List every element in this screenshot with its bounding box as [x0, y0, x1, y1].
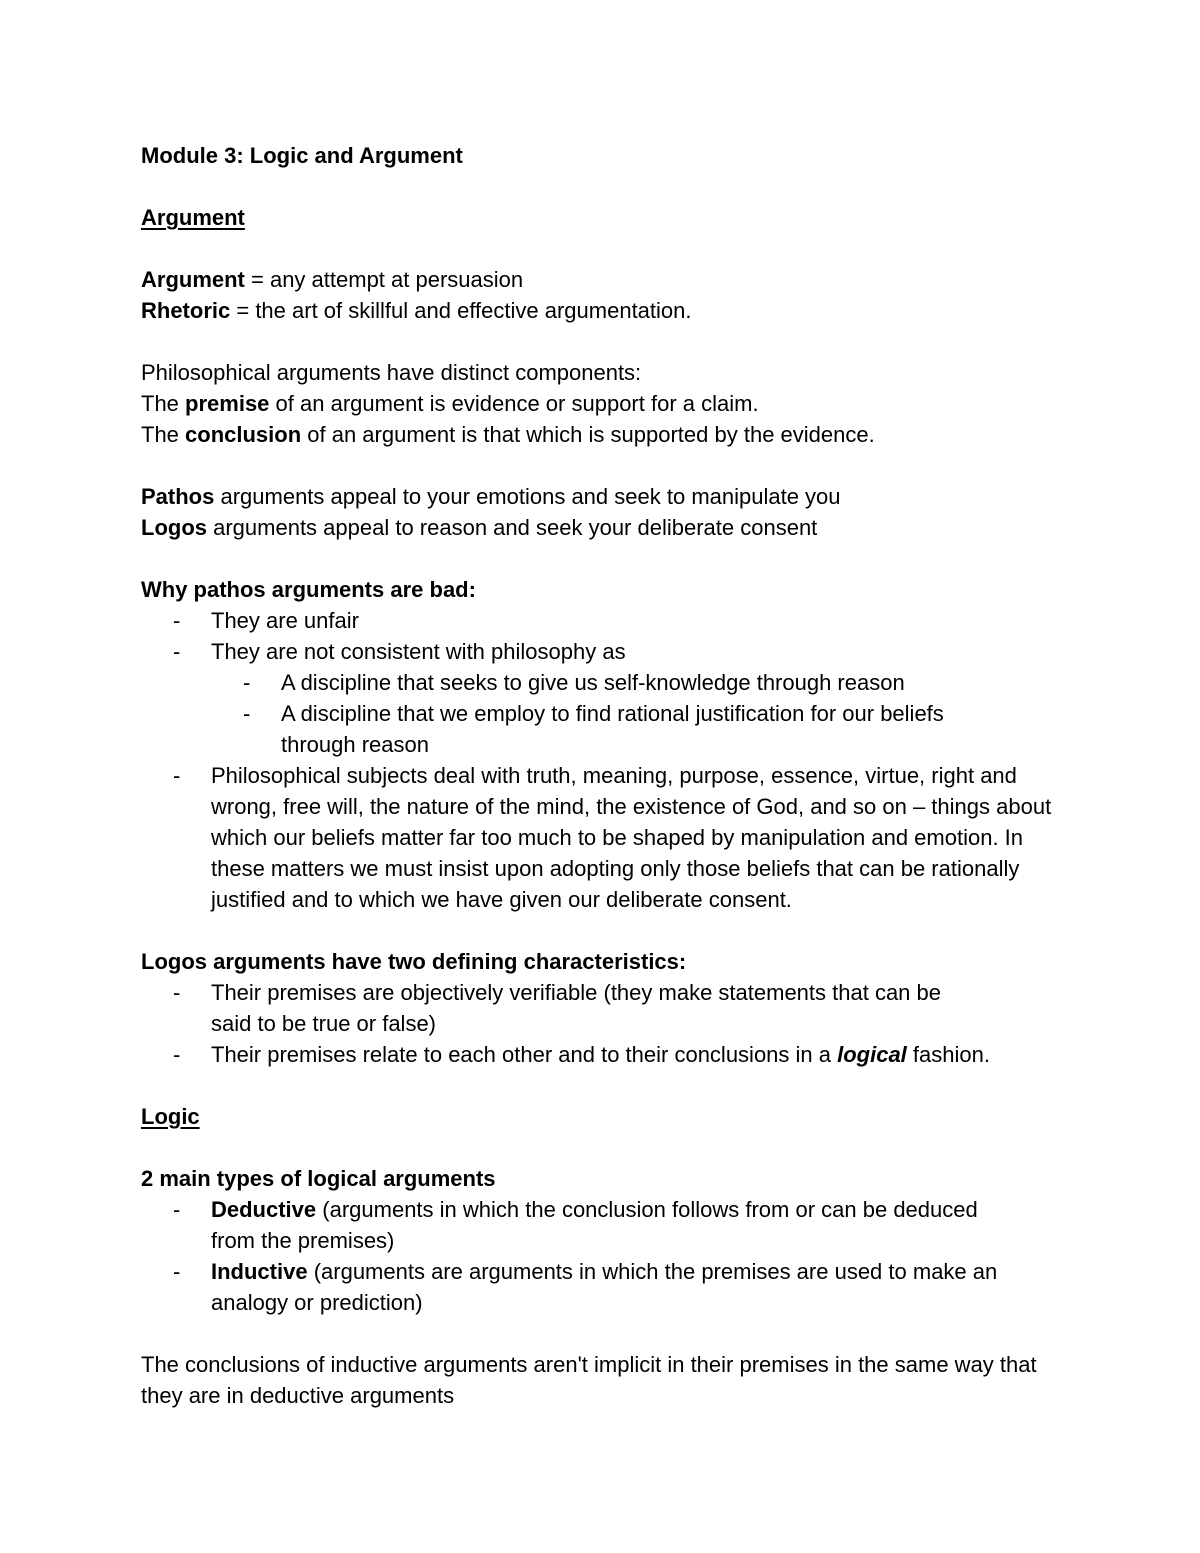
premise-definition: The premise of an argument is evidence or support for a claim. — [141, 391, 759, 416]
list-item: - Their premises relate to each other and to their conclusions in a logical fashion. — [141, 1039, 1081, 1070]
list-item: - Inductive (arguments are arguments in which the premises are used to make an analogy or prediction) — [141, 1256, 1011, 1318]
bullet-dash: - — [173, 1042, 181, 1067]
logos-characteristics-heading: Logos arguments have two defining characteristics: — [141, 949, 687, 974]
list-item: - A discipline that we employ to find rational justification for our beliefs through reason — [141, 698, 1001, 760]
bullet-dash: - — [173, 608, 181, 633]
list-item: - They are unfair — [141, 605, 1081, 636]
bullet-dash: - — [243, 670, 251, 695]
section-heading-logic: Logic — [141, 1104, 200, 1129]
logos-definition: Logos arguments appeal to reason and seek your deliberate consent — [141, 515, 818, 540]
bullet-dash: - — [173, 763, 181, 788]
list-item: - Deductive (arguments in which the conclusion follows from or can be deduced from the premises) — [141, 1194, 991, 1256]
bullet-dash: - — [173, 980, 181, 1005]
definition-argument: Argument = any attempt at persuasion — [141, 267, 524, 292]
definition-rhetoric: Rhetoric = the art of skillful and effective argumentation. — [141, 298, 692, 323]
conclusion-definition: The conclusion of an argument is that which is supported by the evidence. — [141, 422, 875, 447]
bullet-dash: - — [173, 639, 181, 664]
list-item: - A discipline that seeks to give us self-knowledge through reason — [141, 667, 1081, 698]
pathos-bad-heading: Why pathos arguments are bad: — [141, 577, 476, 602]
components-intro: Philosophical arguments have distinct components: — [141, 360, 642, 385]
section-heading-argument: Argument — [141, 205, 245, 230]
logic-types-heading: 2 main types of logical arguments — [141, 1166, 496, 1191]
list-item: - Philosophical subjects deal with truth, meaning, purpose, essence, virtue, right and wrong, free will, the nature of the mind, the existence of God, and so on – things about which our beliefs matter far too much to be shaped by manipulation and emotion. In these matters we must insist upon adopting only those beliefs that can be rationally justified and to which we have given our deliberate consent. — [141, 760, 1071, 915]
closing-paragraph: The conclusions of inductive arguments aren't implicit in their premises in the same way that they are in deductive arguments — [141, 1352, 1037, 1408]
bullet-dash: - — [243, 701, 251, 726]
list-item: - They are not consistent with philosophy as — [141, 636, 1081, 667]
bullet-dash: - — [173, 1197, 181, 1222]
document-page — [141, 140, 1081, 1411]
bullet-dash: - — [173, 1259, 181, 1284]
page-title: Module 3: Logic and Argument — [141, 143, 463, 168]
pathos-definition: Pathos arguments appeal to your emotions and seek to manipulate you — [141, 484, 841, 509]
list-item: - Their premises are objectively verifiable (they make statements that can be said to be true or false) — [141, 977, 981, 1039]
